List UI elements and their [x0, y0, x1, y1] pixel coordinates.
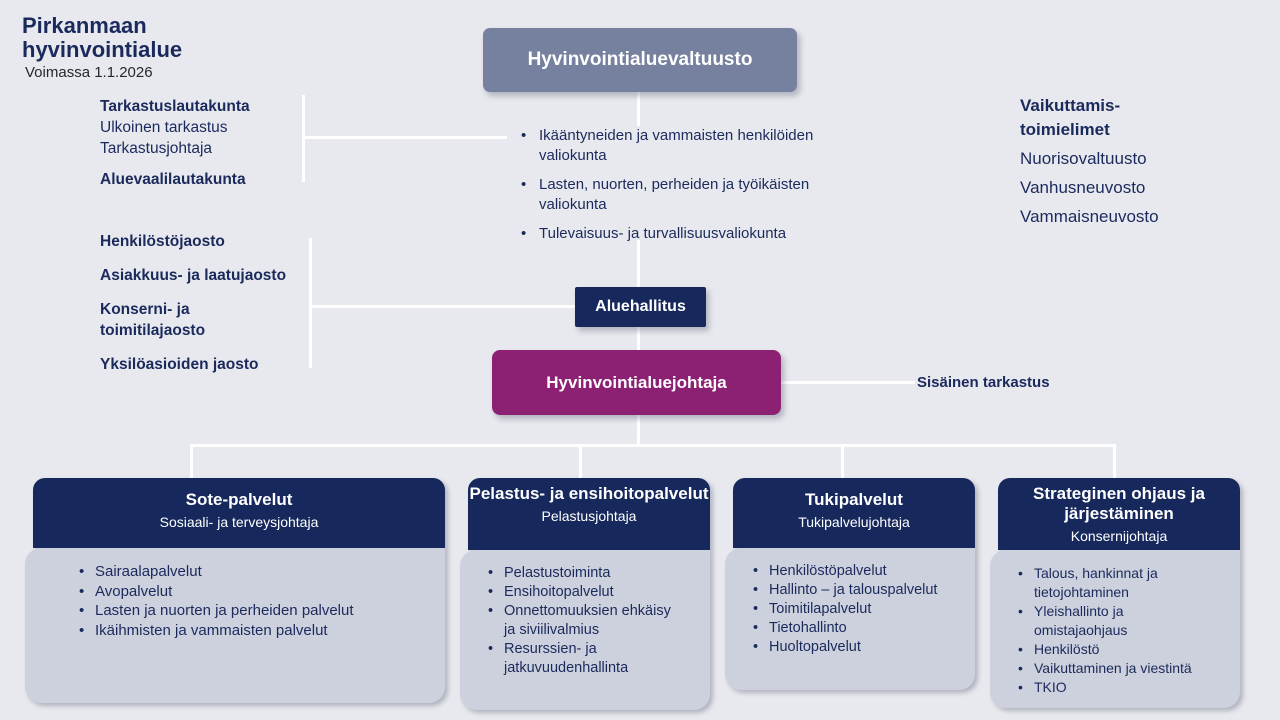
- council-box: [483, 28, 797, 92]
- board-box: [575, 287, 706, 327]
- influence-item: Vanhusneuvosto: [1020, 178, 1146, 197]
- division-body: [725, 548, 975, 690]
- connector-council-down: [637, 92, 640, 126]
- connector-drop-pelastus: [579, 444, 582, 478]
- division-bullet: • Huoltopalvelut: [747, 638, 962, 657]
- board-section: Yksilöasioiden jaosto: [100, 356, 259, 373]
- connector-committees-board: [637, 240, 640, 287]
- division-bullet: • Ensihoitopalvelut: [482, 583, 684, 602]
- division-bullet: • TKIO: [1012, 678, 1219, 697]
- board-section: Henkilöstöjaosto: [100, 233, 225, 250]
- division-bullet: • Sairaalapalvelut: [73, 562, 425, 582]
- influence-item: Vammaisneuvosto: [1020, 207, 1159, 226]
- board-section: Konserni- ja toimitilajaosto: [100, 301, 206, 339]
- division-body: [25, 548, 445, 703]
- connector-drop-sote: [190, 444, 193, 478]
- division-title: Strateginen ohjaus ja järjestäminen: [1033, 484, 1205, 523]
- division-bullet: • Lasten ja nuorten ja perheiden palvelut: [73, 601, 425, 621]
- division-bullet-list: [990, 550, 1219, 697]
- division-card-tuki: [725, 478, 975, 690]
- division-header: [33, 478, 445, 548]
- connector-drop-strateginen: [1113, 444, 1116, 478]
- audit-group-title: Tarkastuslautakunta: [100, 98, 250, 115]
- connector-director-down: [637, 415, 640, 446]
- division-title: Tukipalvelut: [805, 490, 903, 509]
- director-label: Hyvinvointialuejohtaja: [546, 372, 727, 392]
- board-label: Aluehallitus: [595, 298, 686, 315]
- division-bullet-list: [460, 550, 684, 678]
- division-body: [460, 550, 710, 710]
- connector-board-director: [637, 327, 640, 350]
- audit-group: [100, 96, 250, 190]
- division-bullet: • Toimitilapalvelut: [747, 600, 962, 619]
- logo-line2: hyvinvointialue: [22, 37, 183, 62]
- council-label: Hyvinvointialuevaltuusto: [527, 49, 753, 70]
- division-card-pelastus: [460, 478, 710, 710]
- committee-item: • Tulevaisuus- ja turvallisuusvaliokunta: [517, 224, 872, 244]
- connector-divisions-horizontal: [190, 444, 1116, 447]
- internal-audit-label: Sisäinen tarkastus: [917, 374, 1050, 391]
- division-subtitle: Konsernijohtaja: [1070, 528, 1168, 544]
- election-board-label: Aluevaalilautakunta: [100, 171, 246, 188]
- committee-item: • Ikääntyneiden ja vammaisten henkilöiden valiokunta: [517, 126, 872, 166]
- division-header: [468, 478, 710, 550]
- division-bullet: • Tietohallinto: [747, 619, 962, 638]
- division-bullet: • Henkilöstöpalvelut: [747, 562, 962, 581]
- division-subtitle: Sosiaali- ja terveysjohtaja: [159, 514, 319, 530]
- division-subtitle: Pelastusjohtaja: [541, 508, 637, 524]
- division-header: [733, 478, 975, 548]
- division-card-sote: [25, 478, 445, 703]
- influence-title-line1: Vaikuttamis-: [1020, 96, 1121, 115]
- org-logo: [22, 14, 182, 62]
- division-subtitle: Tukipalvelujohtaja: [798, 514, 910, 530]
- audit-group-line1: Ulkoinen tarkastus: [100, 119, 228, 136]
- division-bullet: • Resurssien- ja jatkuvuudenhallinta: [482, 640, 684, 678]
- division-bullet: • Vaikuttaminen ja viestintä: [1012, 659, 1219, 678]
- division-bullet: • Yleishallinto ja omistajaohjaus: [1012, 602, 1219, 640]
- division-bullet: • Onnettomuuksien ehkäisy ja siviilivalmius: [482, 602, 684, 640]
- audit-group-line2: Tarkastusjohtaja: [100, 140, 213, 157]
- connector-sections-bracket: [309, 238, 312, 368]
- division-bullet: • Henkilöstö: [1012, 640, 1219, 659]
- director-box: [492, 350, 781, 415]
- division-card-strateginen: [990, 478, 1240, 708]
- board-sections-group: [100, 231, 286, 388]
- influence-title-line2: toimielimet: [1020, 120, 1110, 139]
- division-header: [998, 478, 1240, 550]
- committee-item: • Lasten, nuorten, perheiden ja työikäisten valiokunta: [517, 175, 872, 215]
- division-title: Pelastus- ja ensihoitopalvelut: [469, 484, 709, 503]
- division-bullet-list: [25, 548, 445, 640]
- division-bullet: • Pelastustoiminta: [482, 564, 684, 583]
- division-bullet: • Ikäihmisten ja vammaisten palvelut: [73, 621, 425, 641]
- division-bullet-list: [725, 548, 962, 657]
- validity-date: Voimassa 1.1.2026: [25, 64, 153, 81]
- division-bullet: • Avopalvelut: [73, 582, 425, 602]
- connector-internal-audit: [781, 381, 915, 384]
- influence-item: Nuorisovaltuusto: [1020, 149, 1147, 168]
- division-bullet: • Hallinto – ja talouspalvelut: [747, 581, 962, 600]
- council-committees-list: [517, 126, 872, 244]
- connector-sections-horizontal: [311, 305, 575, 308]
- connector-audit-horizontal: [305, 136, 507, 139]
- division-title: Sote-palvelut: [185, 490, 293, 509]
- connector-drop-tuki: [841, 444, 844, 478]
- division-body: [990, 550, 1240, 708]
- logo-line1: Pirkanmaan: [22, 13, 147, 38]
- influence-bodies: [1020, 94, 1159, 229]
- board-section: Asiakkuus- ja laatujaosto: [100, 267, 287, 284]
- division-bullet: • Talous, hankinnat ja tietojohtaminen: [1012, 564, 1219, 602]
